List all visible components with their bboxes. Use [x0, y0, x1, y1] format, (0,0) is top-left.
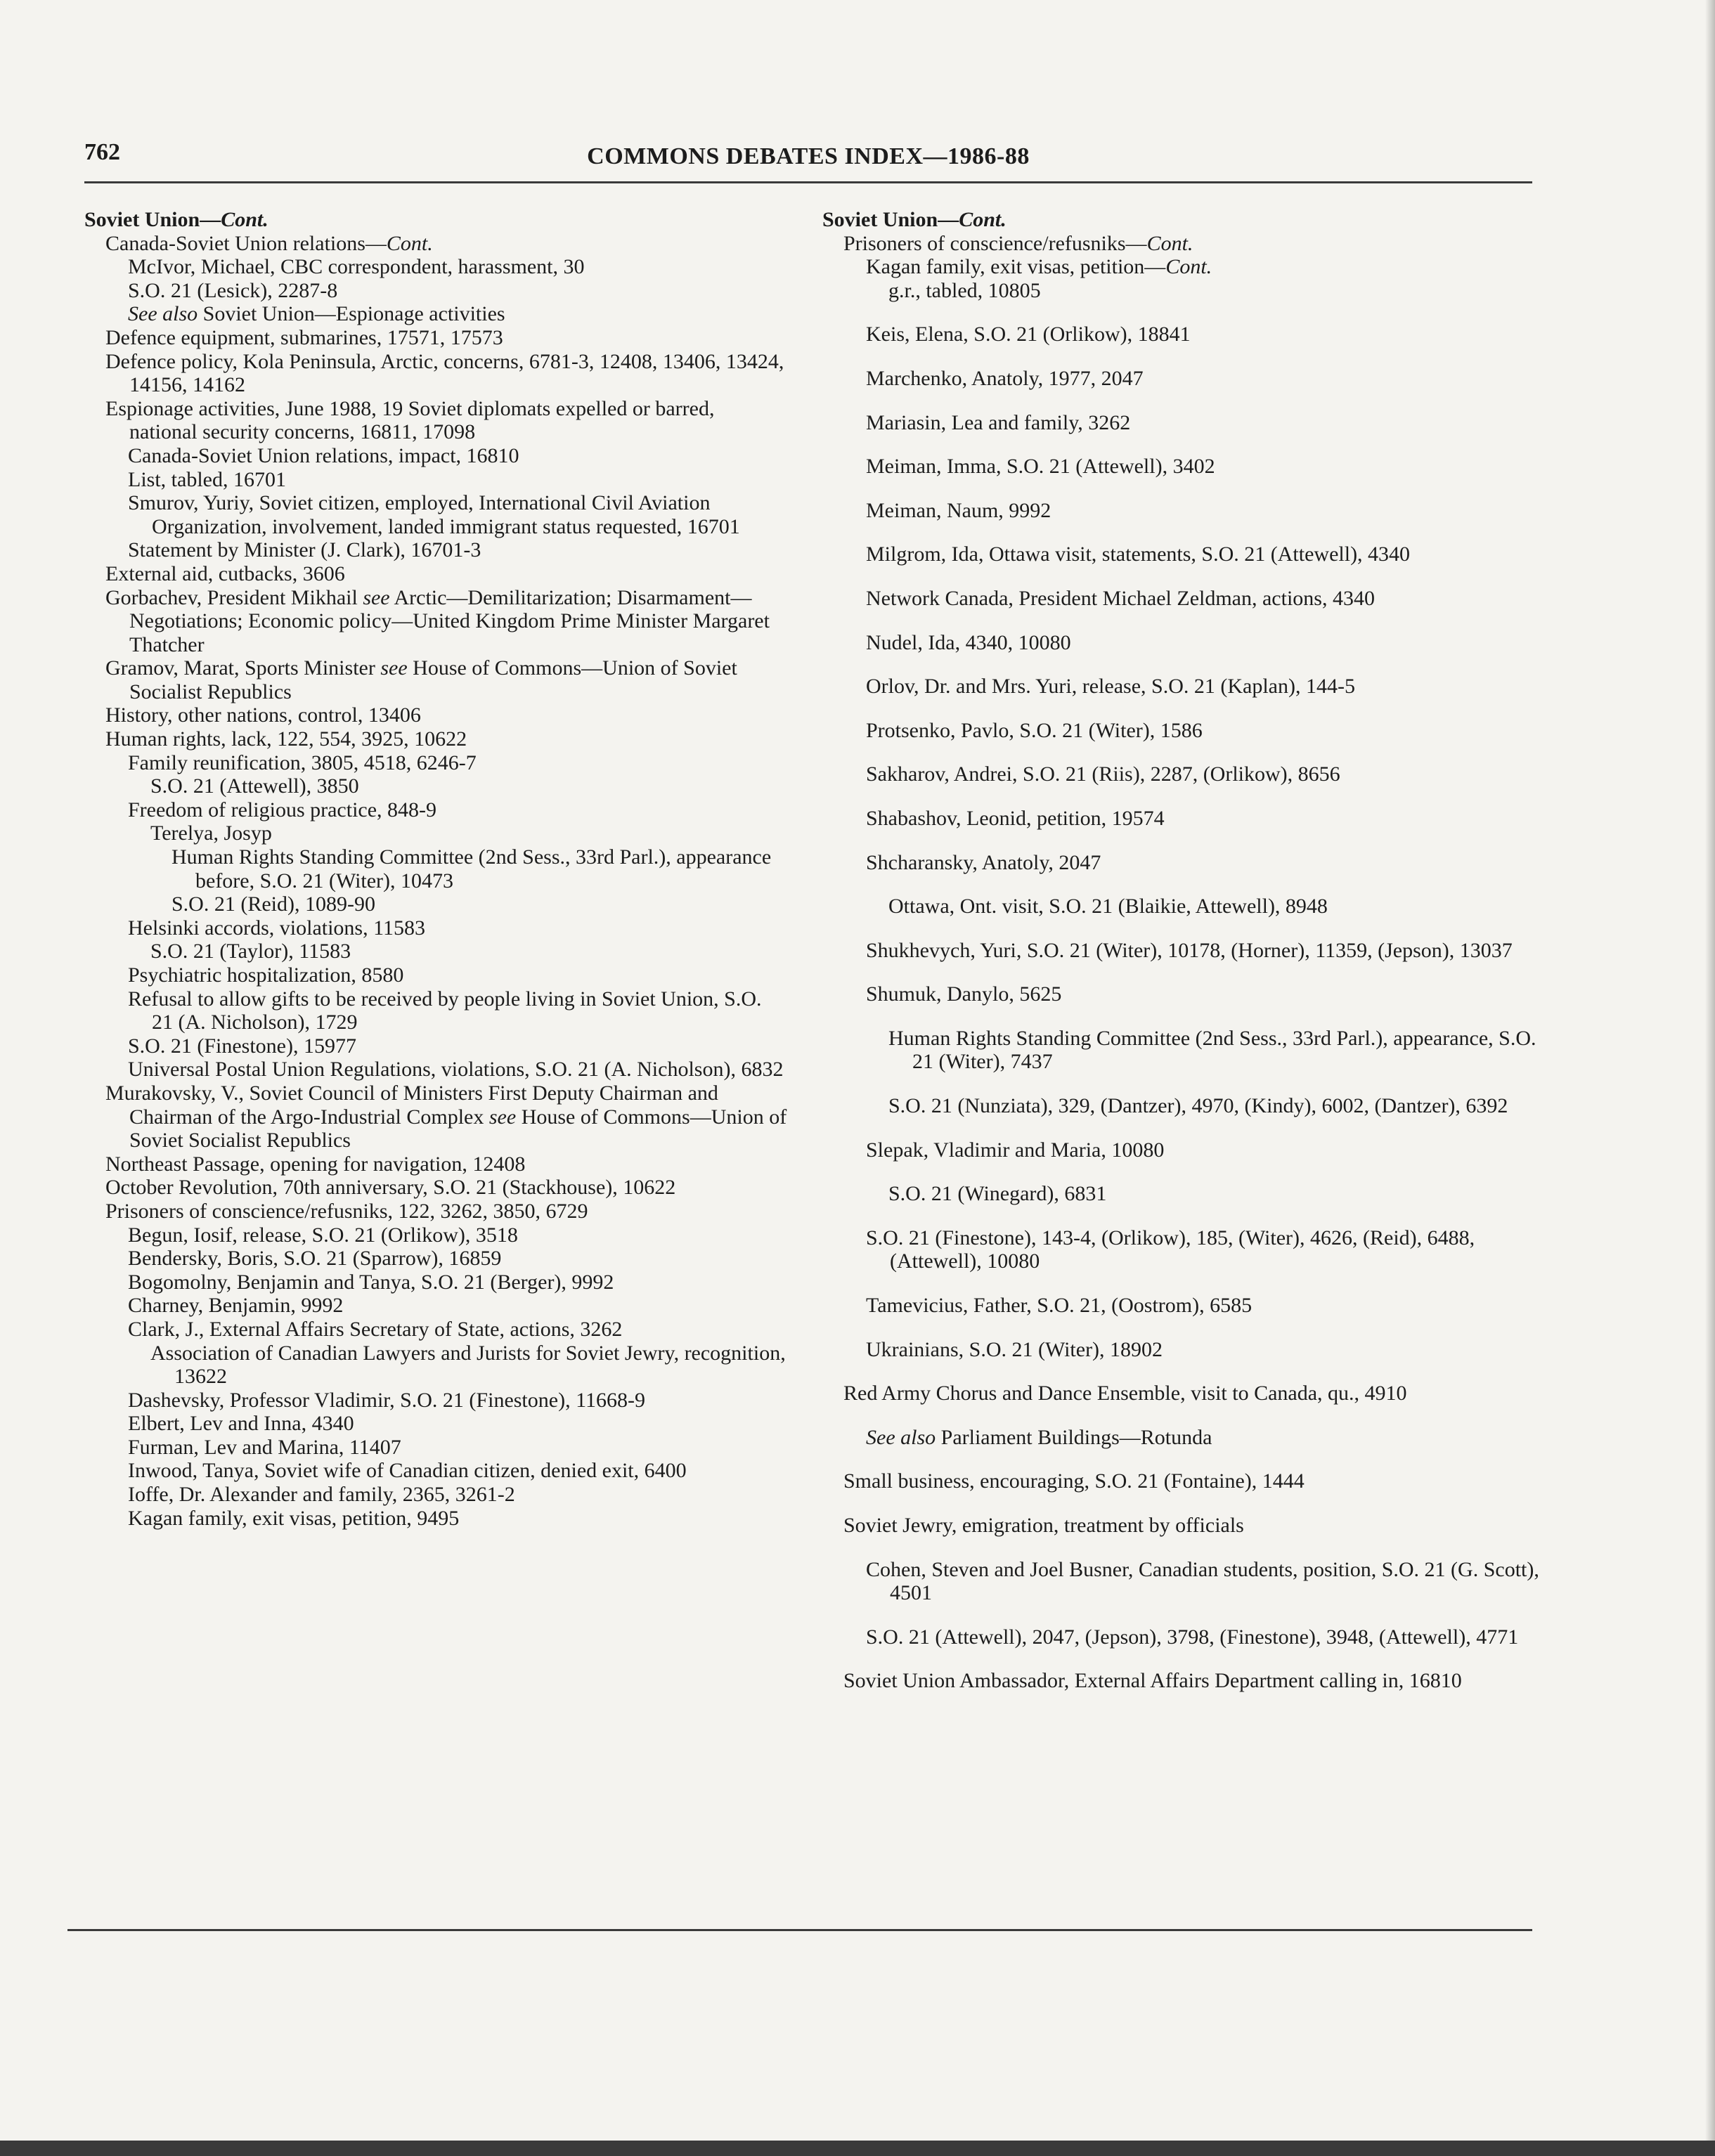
entry-text: Prisoners of conscience/refusniks, 122, 3262, 3850, 6729 [105, 1199, 588, 1223]
index-entry [84, 1507, 787, 1531]
index-entry [84, 798, 787, 822]
index-entry [822, 631, 1546, 655]
entry-text: Refusal to allow gifts to be received by people living in Soviet Union, S.O. 21 (A. Nicholson), 1729 [128, 987, 762, 1034]
entry-text: Soviet Union— [84, 208, 221, 231]
index-entry [822, 719, 1546, 743]
index-entry [822, 895, 1546, 918]
index-entry [822, 499, 1546, 523]
entry-text: Shumuk, Danylo, 5625 [866, 982, 1062, 1006]
entry-text: See also [128, 302, 198, 326]
entry-text: Cohen, Steven and Joel Busner, Canadian students, position, S.O. 21 (G. Scott), 4501 [866, 1557, 1539, 1605]
index-entry [84, 1412, 787, 1436]
entry-text: S.O. 21 (Attewell), 3850 [150, 774, 359, 798]
entry-text: Slepak, Vladimir and Maria, 10080 [866, 1138, 1165, 1162]
entry-text: Human Rights Standing Committee (2nd Sess., 33rd Parl.), appearance, S.O. 21 (Witer), 7437 [888, 1026, 1536, 1074]
entry-text: Inwood, Tanya, Soviet wife of Canadian citizen, denied exit, 6400 [128, 1459, 687, 1483]
entry-text: Parliament Buildings—Rotunda [936, 1425, 1212, 1449]
entry-text: House of Commons—Union of Soviet Socialist Republics [129, 656, 737, 703]
entry-text: Ottawa, Ont. visit, S.O. 21 (Blaikie, Attewell), 8948 [888, 895, 1328, 918]
index-entry [84, 586, 787, 657]
entry-text: Helsinki accords, violations, 11583 [128, 916, 425, 940]
entry-text: Canada-Soviet Union relations— [105, 231, 387, 255]
entry-text: Ukrainians, S.O. 21 (Witer), 18902 [866, 1337, 1163, 1361]
entry-text: S.O. 21 (Lesick), 2287-8 [128, 278, 338, 302]
entry-text: Clark, J., External Affairs Secretary of State, actions, 3262 [128, 1317, 623, 1341]
index-entry [84, 656, 787, 703]
entry-text: Charney, Benjamin, 9992 [128, 1294, 344, 1318]
index-entry [822, 323, 1546, 346]
entry-text: History, other nations, control, 13406 [105, 703, 421, 727]
index-entry [84, 350, 787, 397]
index-entry [822, 455, 1546, 479]
index-entry [822, 982, 1546, 1006]
index-entry [84, 703, 787, 727]
entry-text: Cont. [221, 208, 268, 231]
index-entry [84, 1034, 787, 1058]
running-title: COMMONS DEBATES INDEX—1986-88 [587, 143, 1030, 169]
entry-text: Shabashov, Leonid, petition, 19574 [866, 806, 1165, 830]
entry-text: Gorbachev, President Mikhail [105, 585, 363, 609]
index-entry [822, 1625, 1546, 1649]
page-edge-shadow [1705, 0, 1715, 2156]
index-entry [84, 963, 787, 987]
entry-text: Bogomolny, Benjamin and Tanya, S.O. 21 (Berger), 9992 [128, 1270, 614, 1294]
index-entry [822, 232, 1546, 256]
page-number: 762 [84, 139, 120, 165]
index-entry [84, 845, 787, 892]
entry-text: S.O. 21 (Nunziata), 329, (Dantzer), 4970, (Kindy), 6002, (Dantzer), 6392 [888, 1094, 1508, 1118]
index-entry [84, 279, 787, 303]
index-entry [84, 774, 787, 798]
index-entry [822, 411, 1546, 435]
entry-text: Association of Canadian Lawyers and Jurists for Soviet Jewry, recognition, 13622 [150, 1341, 786, 1389]
entry-text: Network Canada, President Michael Zeldman, actions, 4340 [866, 586, 1375, 610]
index-entry [84, 1223, 787, 1247]
index-entry [84, 302, 787, 326]
entry-text: Red Army Chorus and Dance Ensemble, visit to Canada, qu., 4910 [843, 1382, 1407, 1405]
index-entry [822, 1182, 1546, 1206]
entry-text: Cont. [386, 231, 433, 255]
entry-text: Orlov, Dr. and Mrs. Yuri, release, S.O. 21 (Kaplan), 144-5 [866, 675, 1355, 699]
entry-text: see [380, 656, 408, 680]
index-entry [84, 255, 787, 279]
index-entry [822, 208, 1546, 232]
entry-text: Meiman, Imma, S.O. 21 (Attewell), 3402 [866, 455, 1215, 479]
index-entry [84, 1271, 787, 1294]
entry-text: Human Rights Standing Committee (2nd Sess., 33rd Parl.), appearance before, S.O. 21 (Witer), 10473 [172, 845, 772, 892]
entry-text: S.O. 21 (Reid), 1089-90 [172, 892, 375, 916]
index-entry [822, 1226, 1546, 1273]
entry-text: Smurov, Yuriy, Soviet citizen, employed, International Civil Aviation Organization, involvement, landed immigrant status requested, 16701 [128, 491, 740, 538]
entry-text: Protsenko, Pavlo, S.O. 21 (Witer), 1586 [866, 718, 1203, 742]
entry-text: Ioffe, Dr. Alexander and family, 2365, 3261-2 [128, 1483, 515, 1507]
entry-text: Arctic—Demilitarization; Disarmament—Negotiations; Economic policy—United Kingdom Prime Minister Margaret Thatcher [129, 585, 770, 656]
index-entry [84, 326, 787, 350]
entry-text: S.O. 21 (Taylor), 11583 [150, 940, 351, 963]
entry-text: October Revolution, 70th anniversary, S.O. 21 (Stackhouse), 10622 [105, 1176, 676, 1200]
index-entry [822, 807, 1546, 831]
entry-text: Bendersky, Boris, S.O. 21 (Sparrow), 16859 [128, 1247, 502, 1271]
index-entry [822, 1669, 1546, 1693]
entry-text: Terelya, Josyp [150, 822, 272, 845]
entry-text: Nudel, Ida, 4340, 10080 [866, 630, 1071, 654]
entry-text: Sakharov, Andrei, S.O. 21 (Riis), 2287, (Orlikow), 8656 [866, 762, 1340, 786]
entry-text: List, tabled, 16701 [128, 467, 286, 491]
entry-text: Family reunification, 3805, 4518, 6246-7 [128, 751, 477, 774]
page-header [84, 139, 1532, 183]
entry-text: Shcharansky, Anatoly, 2047 [866, 850, 1101, 874]
entry-text: S.O. 21 (Winegard), 6831 [888, 1182, 1107, 1206]
index-entry [84, 1294, 787, 1318]
entry-text: see [363, 585, 390, 609]
entry-text: Milgrom, Ida, Ottawa visit, statements, S.O. 21 (Attewell), 4340 [866, 543, 1411, 566]
index-entry [822, 1469, 1546, 1493]
index-entry [822, 675, 1546, 699]
entry-text: S.O. 21 (Attewell), 2047, (Jepson), 3798, (Finestone), 3948, (Attewell), 4771 [866, 1625, 1519, 1649]
index-entry [84, 727, 787, 751]
index-entry [84, 1058, 787, 1082]
entry-text: Elbert, Lev and Inna, 4340 [128, 1412, 354, 1436]
index-entry [822, 939, 1546, 963]
entry-text: Cont. [1165, 255, 1212, 279]
index-column-right [822, 208, 1546, 1713]
entry-text: Furman, Lev and Marina, 11407 [128, 1435, 401, 1459]
index-entry [84, 468, 787, 492]
entry-text: Soviet Jewry, emigration, treatment by officials [843, 1514, 1244, 1537]
entry-text: Marchenko, Anatoly, 1977, 2047 [866, 366, 1144, 390]
entry-text: Psychiatric hospitalization, 8580 [128, 963, 404, 987]
index-entry [84, 1200, 787, 1223]
entry-text: Begun, Iosif, release, S.O. 21 (Orlikow), 3518 [128, 1223, 518, 1247]
entry-text: Defence policy, Kola Peninsula, Arctic, concerns, 6781-3, 12408, 13406, 13424, 14156, 14162 [105, 349, 784, 397]
entry-text: Small business, encouraging, S.O. 21 (Fontaine), 1444 [843, 1469, 1305, 1493]
entry-text: Soviet Union— [822, 208, 959, 231]
entry-text: Freedom of religious practice, 848-9 [128, 798, 437, 822]
index-entry [84, 1436, 787, 1460]
index-entry [84, 1082, 787, 1152]
entry-text: Gramov, Marat, Sports Minister [105, 656, 381, 680]
index-entry [822, 1558, 1546, 1605]
entry-text: Statement by Minister (J. Clark), 16701-3 [128, 538, 481, 562]
index-entry [84, 751, 787, 775]
index-entry [822, 1094, 1546, 1118]
bottom-rule [67, 1929, 1532, 1931]
entry-text: S.O. 21 (Finestone), 15977 [128, 1034, 356, 1058]
index-entry [84, 1247, 787, 1271]
entry-text: Kagan family, exit visas, petition— [866, 255, 1166, 279]
entry-text: Canada-Soviet Union relations, impact, 16810 [128, 443, 519, 467]
index-entry [84, 1389, 787, 1413]
index-entry [822, 1027, 1546, 1074]
index-entry [822, 1382, 1546, 1405]
index-entry [822, 279, 1546, 303]
entry-text: Kagan family, exit visas, petition, 9495 [128, 1506, 460, 1530]
scan-bottom-edge [0, 2141, 1715, 2156]
entry-text: See also [866, 1425, 936, 1449]
index-entry [822, 543, 1546, 566]
entry-text: Meiman, Naum, 9992 [866, 498, 1051, 522]
index-entry [822, 367, 1546, 391]
index-entry [822, 1514, 1546, 1538]
index-entry [84, 1152, 787, 1176]
index-entry [84, 208, 787, 232]
entry-text: Soviet Union—Espionage activities [198, 302, 505, 326]
index-entry [84, 916, 787, 940]
index-entry [84, 940, 787, 963]
index-entry [822, 762, 1546, 786]
index-entry [822, 1426, 1546, 1450]
index-entry [822, 851, 1546, 875]
index-entry [822, 255, 1546, 279]
index-entry [84, 538, 787, 562]
index-entry [84, 892, 787, 916]
entry-text: Human rights, lack, 122, 554, 3925, 10622 [105, 727, 467, 751]
entry-text: S.O. 21 (Finestone), 143-4, (Orlikow), 185, (Witer), 4626, (Reid), 6488, (Attewell), 10080 [866, 1226, 1475, 1273]
entry-text: Keis, Elena, S.O. 21 (Orlikow), 18841 [866, 323, 1191, 346]
entry-text: see [488, 1105, 517, 1129]
index-entry [84, 1459, 787, 1483]
entry-text: Dashevsky, Professor Vladimir, S.O. 21 (Finestone), 11668-9 [128, 1388, 645, 1412]
index-entry [822, 1138, 1546, 1162]
index-entry [822, 1294, 1546, 1318]
entry-text: Universal Postal Union Regulations, violations, S.O. 21 (A. Nicholson), 6832 [128, 1058, 784, 1082]
entry-text: Tamevicius, Father, S.O. 21, (Oostrom), 6585 [866, 1294, 1253, 1318]
entry-text: Defence equipment, submarines, 17571, 17573 [105, 325, 503, 349]
entry-text: Shukhevych, Yuri, S.O. 21 (Witer), 10178, (Horner), 11359, (Jepson), 13037 [866, 938, 1513, 962]
index-entry [84, 232, 787, 256]
index-entry [84, 491, 787, 538]
index-entry [84, 1342, 787, 1389]
index-entry [84, 562, 787, 586]
index-column-left [84, 208, 787, 1530]
entry-text: House of Commons—Union of Soviet Socialist Republics [129, 1105, 787, 1152]
entry-text: Mariasin, Lea and family, 3262 [866, 410, 1131, 434]
entry-text: Murakovsky, V., Soviet Council of Ministers First Deputy Chairman and Chairman of the Argo-Industrial Complex [105, 1081, 718, 1129]
entry-text: Cont. [959, 208, 1007, 231]
index-entry [84, 822, 787, 845]
index-entry [84, 444, 787, 468]
entry-text: g.r., tabled, 10805 [888, 278, 1041, 302]
entry-text: McIvor, Michael, CBC correspondent, harassment, 30 [128, 255, 585, 279]
index-entry [84, 1483, 787, 1507]
entry-text: Soviet Union Ambassador, External Affairs Department calling in, 16810 [843, 1669, 1462, 1693]
entry-text: Cont. [1146, 231, 1193, 255]
entry-text: Northeast Passage, opening for navigation, 12408 [105, 1152, 526, 1176]
index-entry [84, 397, 787, 444]
index-entry [84, 1318, 787, 1342]
index-entry [822, 1338, 1546, 1362]
index-entry [822, 587, 1546, 611]
index-entry [84, 987, 787, 1034]
entry-text: Prisoners of conscience/refusniks— [843, 231, 1147, 255]
entry-text: Espionage activities, June 1988, 19 Soviet diplomats expelled or barred, national security concerns, 16811, 17098 [105, 396, 715, 444]
entry-text: External aid, cutbacks, 3606 [105, 561, 345, 585]
index-entry [84, 1176, 787, 1200]
